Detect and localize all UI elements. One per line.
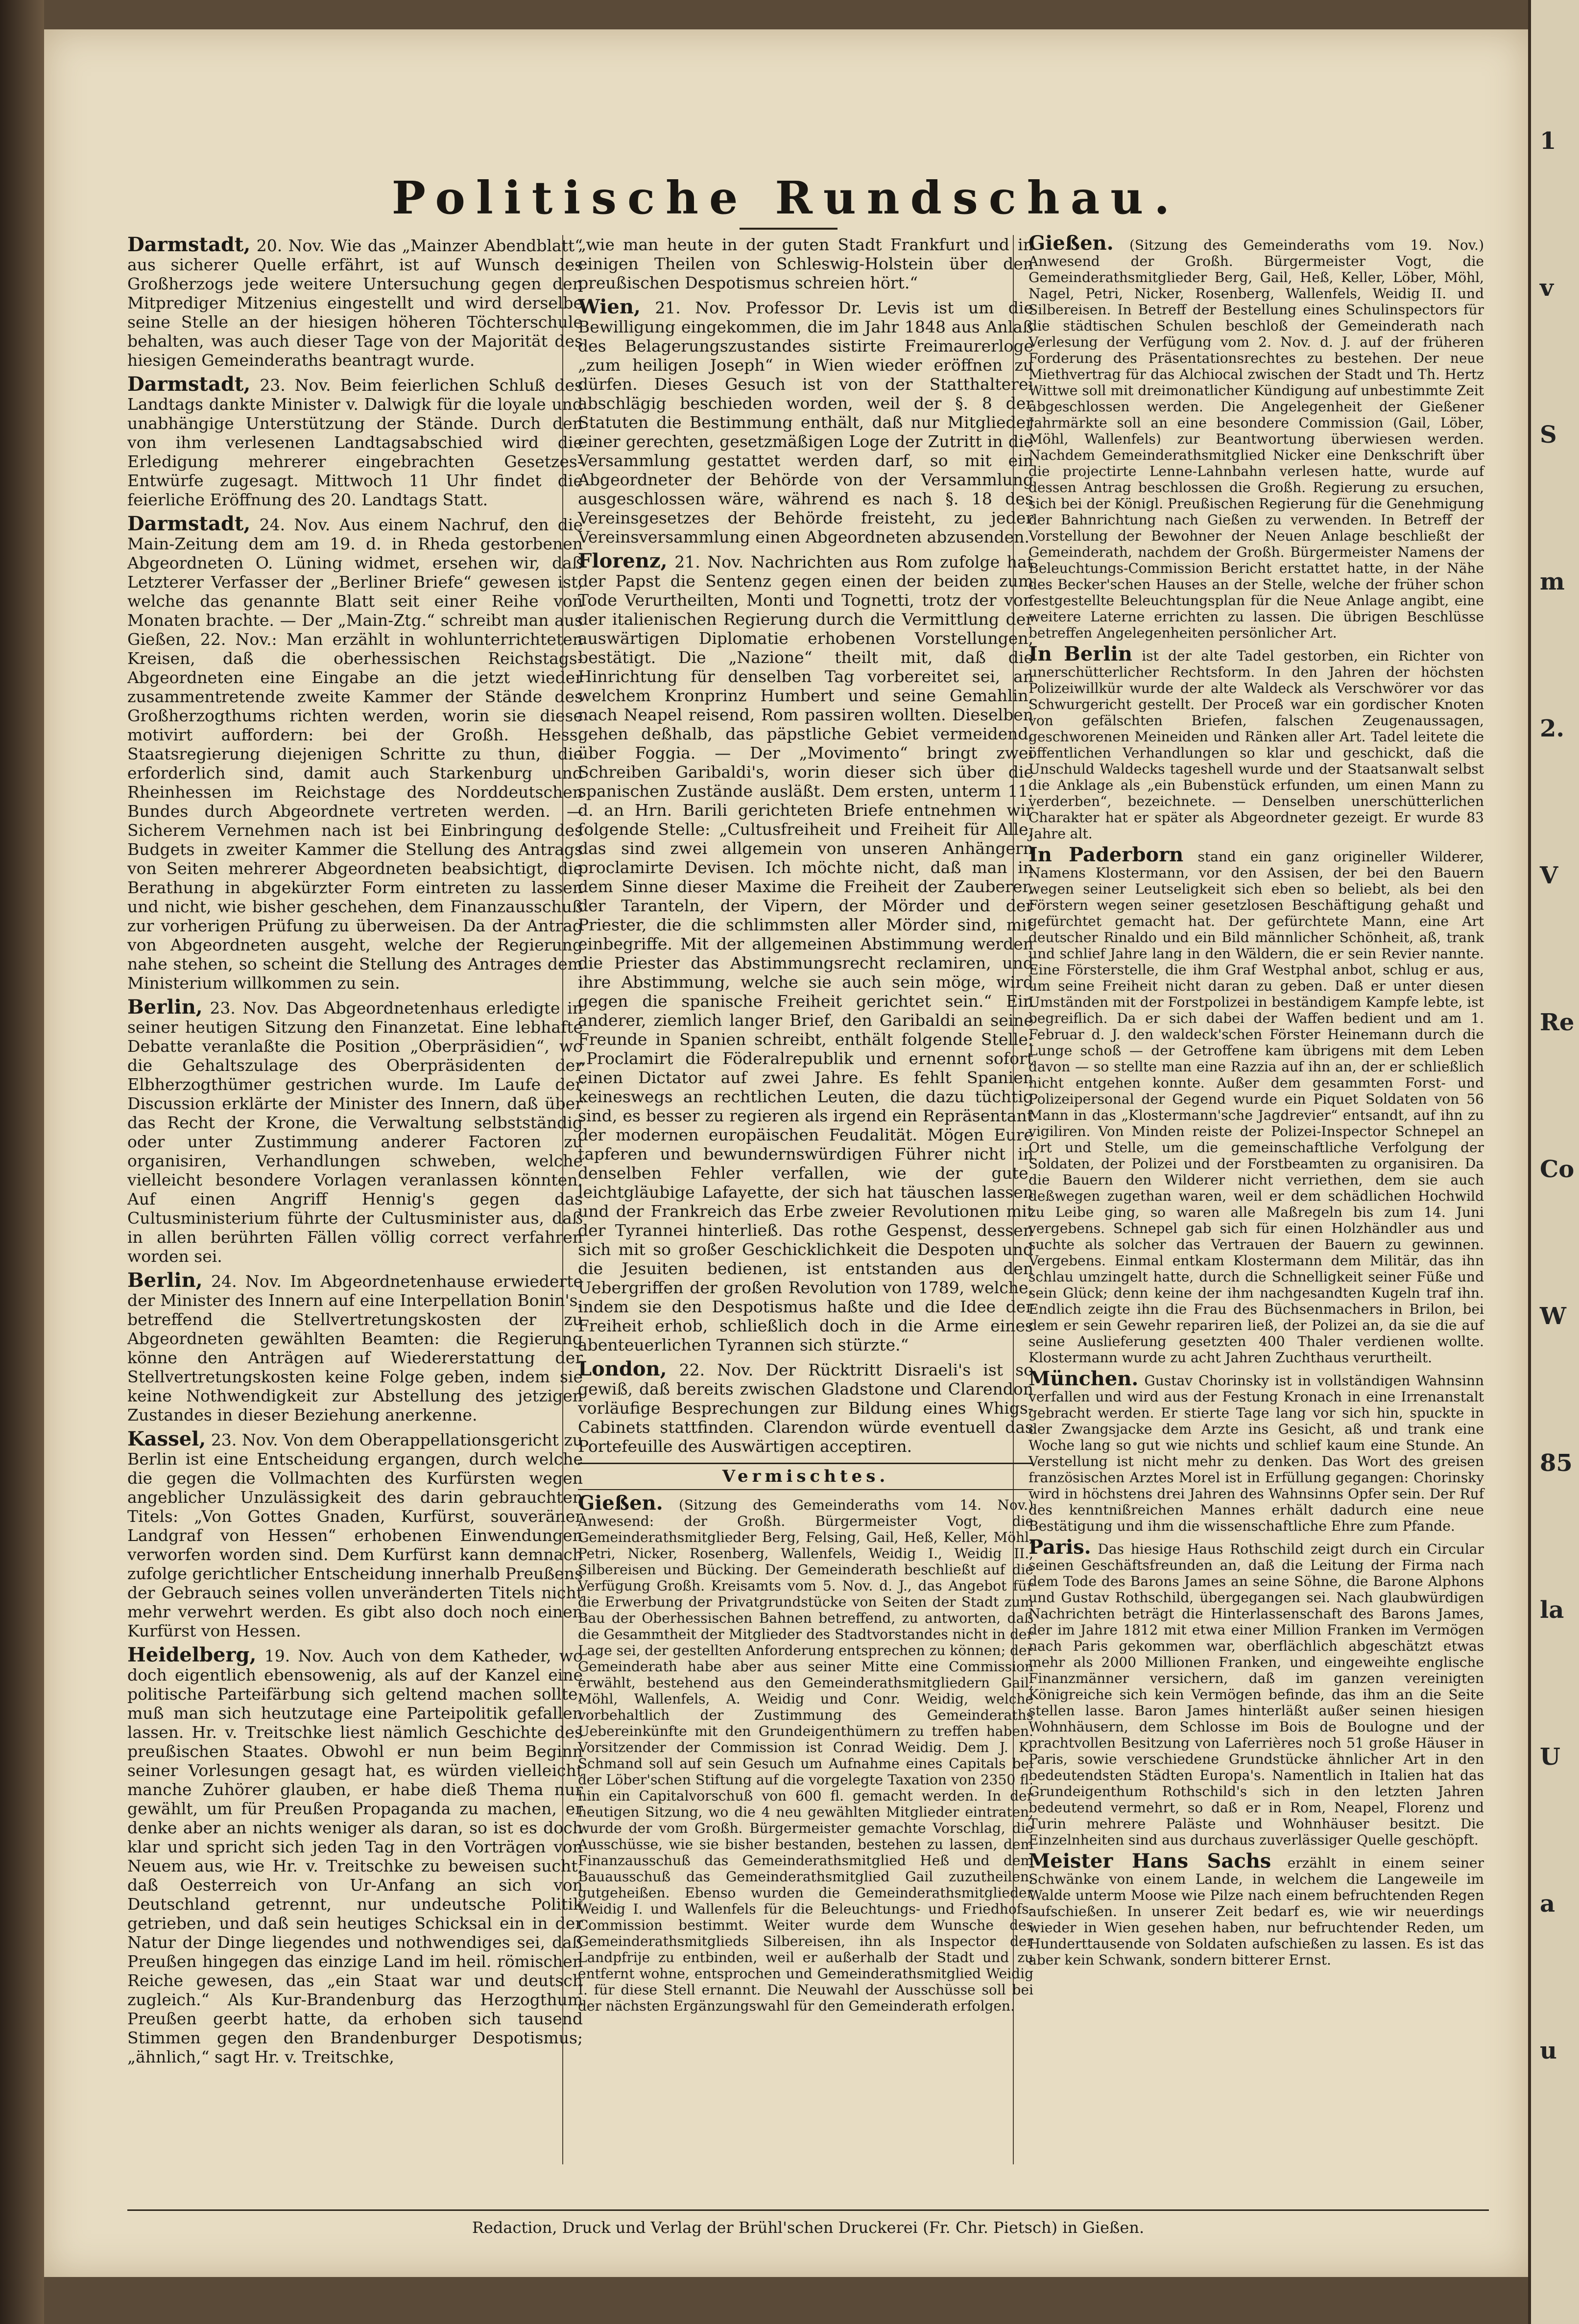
edge-text-fragment: la xyxy=(1540,1596,1564,1624)
article-text: Gustav Chorinsky ist in vollständigen Wahnsinn verfallen und wird aus der Festung Kronach in eine Irrenanstalt gebracht werden. Er stierte Tage lang vor sich hin, spuckte in der Zwangsjacke dem Arzte ins Gesicht, aß und trank eine Woche lang so gut wie nichts und schlief kaum eine Stunde. An Verstellung ist nicht mehr zu denken. Das Wort des greisen französischen Arztes Morel ist in Erfüllung gegangen: Chorinsky wird in höchstens drei Jahren des Wahnsinns Opfer sein. Der Ruf des kenntnißreichen Mannes erhält dadurch eine neue Bestätigung und ihm die wissenschaftliche Ehre zum Pfande. xyxy=(1029,1373,1484,1534)
edge-text-fragment: v xyxy=(1540,274,1554,302)
article-text: 24. Nov. Im Abgeordnetenhause erwiederte der Minister des Innern auf eine Interpellation Bonin's, betreffend die Stellvertretungskosten der zu Abgeordneten gewählten Beamten: die Regierung könne den Anträgen auf Wiedererstattung der Stellvertretungskosten keine Folge geben, indem sie keine Nothwendigkeit zur Abstellung des jetzigen Zustandes in dieser Beziehung anerkenne. xyxy=(127,1272,583,1424)
article-paragraph xyxy=(127,235,583,370)
dateline: Florenz, xyxy=(578,549,668,572)
imprint-footer: Redaction, Druck und Verlag der Brühl'schen Druckerei (Fr. Chr. Pietsch) in Gießen. xyxy=(472,2218,1145,2237)
dateline: Darmstadt, xyxy=(127,512,251,535)
section-heading: Vermischtes. xyxy=(578,1463,1033,1490)
edge-text-fragment: Re xyxy=(1540,1009,1575,1036)
adjacent-page-edge xyxy=(1528,0,1579,2324)
dateline: Heidelberg, xyxy=(127,1643,257,1666)
edge-text-fragment: u xyxy=(1540,2037,1557,2064)
article-paragraph xyxy=(1029,232,1484,641)
edge-text-fragment: m xyxy=(1540,568,1565,595)
article-paragraph xyxy=(1029,1367,1484,1534)
article-text: 19. Nov. Auch von dem Katheder, wo doch eigentlich ebensowenig, als auf der Kanzel eine politische Parteifärbung sich geltend machen sollte, muß man sich heutzutage eine Parteipolitik gefallen lassen. Hr. v. Treitschke liest nämlich Geschichte des preußischen Staates. Obwohl er nun beim Beginn seiner Vorlesungen gesagt hat, es würden vielleicht manche Zuhörer glauben, er habe dieß Thema nur gewählt, um für Preußen Propaganda zu machen, er denke aber an nichts weniger als daran, so ist es doch klar und spricht sich jeden Tag in den Vorträgen von Neuem aus, wie Hr. v. Treitschke zu beweisen sucht, daß Oesterreich von Ur-Anfang an sich von Deutschland getrennt, nur undeutsche Politik getrieben, und daß sein heutiges Schicksal ein in der Natur der Dinge liegendes und nothwendiges sei, daß Preußen hingegen das einzige Land im heil. römischen Reiche gewesen, das „ein Staat war und deutsch zugleich.“ Als Kur-Brandenburg das Herzogthum Preußen geerbt hatte, da erhoben sich tausend Stimmen gegen den Brandenburger Despotismus; „ähnlich,“ sagt Hr. v. Treitschke, xyxy=(127,1646,583,2066)
dateline: Gießen. xyxy=(578,1492,663,1515)
article-text: stand ein ganz origineller Wilderer, Namens Klostermann, vor den Assisen, der bei den Bauern wegen seiner Leutseligkeit sich eben so beliebt, als bei den Förstern wegen seiner gesetzlosen Beschäftigung gehaßt und gefürchtet gemacht hat. Der gefürchtete Mann, eine Art deutscher Rinaldo und ein Bild männlicher Schönheit, aß, trank und schlief Jahre lang in den Wäldern, die er sein Revier nannte. Eine Försterstelle, die ihm Graf Westphal anbot, schlug er aus, um seine Freiheit nicht daran zu geben. Daß er unter diesen Umständen mit der Forstpolizei in beständigem Kampfe lebte, ist begreiflich. Da er sich dabei der Waffen bedient und am 1. Februar d. J. den waldeck'schen Förster Heinemann durch die Lunge schoß — der Getroffene kam übrigens mit dem Leben davon — so stellte man eine Razzia auf ihn an, der er schließlich nicht entgehen konnte. Außer dem gesammten Forst- und Polizeipersonal der Gegend wurde ein Piquet Soldaten von 56 Mann in das „Klostermann'sche Jagdrevier“ entsandt, auf ihn zu vigiliren. Von Minden reiste der Polizei-Inspector Schnepel an Ort und Stelle, um die gemeinschaftliche Verfolgung der Soldaten, der Polizei und der Forstbeamten zu organisiren. Da die Bauern den Wilderer nicht verriethen, dem sie auch deßwegen zugethan waren, weil er dem schädlichen Hochwild zu Leibe ging, so waren alle Maßregeln bis zum 14. Juni vergebens. Schnepel gab sich für einen Holzhändler aus und suchte als solcher das Vertrauen der Bauern zu gewinnen. Vergebens. Einmal entkam Klostermann dem Militär, das ihn schlau umzingelt hatte, durch die Schnelligkeit seiner Füße und sein Glück; denn keine der ihm nachgesandten Kugeln traf ihn. Endlich zeigte ihn die Frau des Büchsenmachers in Brilon, bei dem er sein Gewehr repariren ließ, der Polizei an, da sie die auf seine Auslieferung gesetzten 400 Thaler verdienen wollte. Klostermann wurde zu acht Jahren Zuchthaus verurtheilt. xyxy=(1029,849,1484,1366)
dateline: Darmstadt, xyxy=(127,233,251,256)
edge-text-fragment: V xyxy=(1540,862,1558,889)
edge-text-fragment: Co xyxy=(1540,1156,1575,1183)
title-rule xyxy=(740,228,837,230)
book-spine xyxy=(0,0,44,2324)
footer-rule xyxy=(127,2209,1489,2211)
article-paragraph xyxy=(127,1271,583,1424)
article-paragraph xyxy=(578,551,1033,1354)
newspaper-page xyxy=(44,29,1528,2277)
article-text: 23. Nov. Das Abgeordnetenhaus erledigte in seiner heutigen Sitzung den Finanzetat. Eine lebhafte Debatte veranlaßte die Position „Oberpräsidien“, wo die Gehaltszulage des Oberpräsidenten der Elbherzogthümer gestrichen wurde. Im Laufe der Discussion erklärte der Minister des Innern, daß über das Recht der Krone, die Verwaltung selbstständig oder unter Zustimmung anderer Factoren zu organisiren, Verhandlungen schweben, welche vielleicht besondere Vorlagen veranlassen könnten. Auf einen Angriff Hennig's gegen das Cultusministerium führte der Cultusminister aus, daß in allen berührten Fällen völlig correct verfahren worden sei. xyxy=(127,998,583,1266)
article-paragraph xyxy=(578,1359,1033,1456)
article-text: ist der alte Tadel gestorben, ein Richter von unerschütterlicher Rechtsform. In den Jahren der höchsten Polizeiwillkür wurde der alte Waldeck als Verschwörer vor das Schwurgericht gestellt. Der Proceß war ein gordischer Knoten von gefälschten Briefen, falschen Zeugenaussagen, geschworenen Meineiden und Ränken aller Art. Tadel leitete die öffentlichen Verhandlungen so klar und geschickt, daß die Unschuld Waldecks tageshell wurde und der Staatsanwalt selbst die Anklage als „ein Bubenstück erfunden, um einen Mann zu verderben“, bezeichnete. — Denselben unerschütterlichen Charakter hat er später als Abgeordneter gezeigt. Er wurde 83 Jahre alt. xyxy=(1029,648,1484,842)
article-paragraph xyxy=(127,997,583,1266)
dateline: Berlin, xyxy=(127,1269,203,1292)
article-paragraph xyxy=(127,375,583,509)
edge-text-fragment: W xyxy=(1540,1303,1566,1330)
article-text: erzählt in einem seiner Schwänke von einem Lande, in welchem die Langeweile im Walde unterm Moose wie Pilze nach einem befruchtenden Regen aufschießen. In unserer Zeit bedarf es, wie wir neuerdings wieder in Wien gesehen haben, nur befruchtender Reden, um Hunderttausende von Soldaten aufschießen zu lassen. Es ist das aber kein Schwank, sondern bitterer Ernst. xyxy=(1029,1855,1484,1968)
dateline: London, xyxy=(578,1357,667,1380)
dateline: In Berlin xyxy=(1029,642,1132,665)
dateline: Kassel, xyxy=(127,1427,206,1450)
edge-text-fragment: 85 xyxy=(1540,1449,1573,1477)
dateline: Gießen. xyxy=(1029,232,1114,255)
article-paragraph xyxy=(578,1492,1033,2014)
edge-text-fragment: U xyxy=(1540,1743,1560,1771)
column-1 xyxy=(127,235,583,2071)
article-paragraph xyxy=(127,514,583,993)
article-text: 23. Nov. Von dem Oberappellationsgericht zu Berlin ist eine Entscheidung ergangen, durch welche die gegen die Vollmachten des Kurfürsten wegen angeblicher Unzulässigkeit des darin gebrauchten Titels: „Von Gottes Gnaden, Kurfürst, souveräner Landgraf von Hessen“ erhobenen Einwendungen verworfen worden sind. Dem Kurfürst kann demnach zufolge gerichtlicher Entscheidung innerhalb Preußens der Gebrauch seines vollen unveränderten Titels nicht mehr verwehrt werden. Es gibt also doch noch einen Kurfürst von Hessen. xyxy=(127,1430,583,1640)
edge-text-fragment: 2. xyxy=(1540,715,1565,742)
article-paragraph xyxy=(578,297,1033,546)
article-text: 23. Nov. Beim feierlichen Schluß des Landtags dankte Minister v. Dalwigk für die loyale und unabhängige Unterstützung der Stände. Durch den von ihm verlesenen Landtagsabschied wird die Erledigung mehrerer eingebrachten Gesetzes-Entwürfe zugesagt. Mittwoch 11 Uhr findet die feierliche Eröffnung des 20. Landtags Statt. xyxy=(127,376,583,509)
dateline: Wien, xyxy=(578,295,641,318)
article-text: Das hiesige Haus Rothschild zeigt durch ein Circular seinen Geschäftsfreunden an, daß die Leitung der Firma nach dem Tode des Barons James an seine Söhne, die Barone Alphons und Gustav Rothschild, übergegangen sei. Nach glaubwürdigen Nachrichten beträgt die Hinterlassenschaft des Barons James, der im Jahre 1812 mit etwa einer Million Franken im Vermögen nach Paris gekommen war, oberflächlich abgeschätzt etwas mehr als 2000 Millionen Franken, und eingeweihte englische Finanzmänner versichern, daß im ganzen vereinigten Königreiche sich kein Vermögen befinde, das ihm an die Seite stellen lasse. Baron James hinterläßt außer seinen hiesigen Wohnhäusern, dem Schlosse im Bois de Boulogne und der prachtvollen Besitzung von Laferrières noch 51 große Häuser in Paris, sowie verschiedene Grundstücke ähnlicher Art in den bedeutendsten Städten Europa's. Namentlich in Italien hat das Grundeigenthum Rothschild's sich in den letzten Jahren bedeutend vermehrt, so daß er in Rom, Neapel, Florenz und Turin mehrere Paläste und Wohnhäuser besitzt. Die Einzelnheiten sind aus durchaus zuverlässiger Quelle geschöpft. xyxy=(1029,1541,1484,1848)
article-paragraph xyxy=(1029,1536,1484,1848)
article-paragraph xyxy=(127,1429,583,1640)
dateline: Paris. xyxy=(1029,1536,1091,1559)
edge-text-fragment: 1 xyxy=(1540,127,1556,155)
edge-text-fragment: S xyxy=(1540,421,1557,449)
edge-text-fragment: a xyxy=(1540,1890,1555,1918)
dateline: München. xyxy=(1029,1367,1139,1390)
column-3 xyxy=(1029,232,1484,1973)
dateline: Berlin, xyxy=(127,996,203,1019)
article-text: „wie man heute in der guten Stadt Frankfurt und in einigen Theilen von Schleswig-Holstein über den preußischen Despotismus schreien hört.“ xyxy=(578,235,1033,292)
article-text: 20. Nov. Wie das „Mainzer Abendblatt“ aus sicherer Quelle erfährt, ist auf Wunsch des Großherzogs jede weitere Untersuchung gegen den Mitprediger Mitzenius eingestellt und wird derselbe seine Stelle an der hiesigen höheren Töchterschule behalten, was auch dieser Tage von der Majorität des hiesigen Gemeinderaths beantragt wurde. xyxy=(127,236,583,370)
column-2 xyxy=(578,235,1033,2019)
article-text: (Sitzung des Gemeinderaths vom 19. Nov.) Anwesend der Großh. Bürgermeister Vogt, die Gemeinderathsmitglieder Berg, Gail, Heß, Keller, Löber, Möhl, Nagel, Petri, Nicker, Rosenberg, Wallenfels, Weidig II. und Silbereisen. In Betreff der Bestellung eines Schulinspectors für die städtischen Schulen beschloß der Gemeinderath nach Verlesung der Verfügung vom 2. Nov. d. J. auf der früheren Forderung des Präsentationsrechtes zu bestehen. Der neue Miethvertrag für das Alchiocal zwischen der Stadt und Th. Hertz Wittwe soll mit dreimonatlicher Kündigung auf unbestimmte Zeit abgeschlossen werden. Die Angelegenheit der Gießener Jahrmärkte soll an eine besondere Commission (Gail, Löber, Möhl, Wallenfels) zur Beantwortung überwiesen werden. Nachdem Gemeinderathsmitglied Nicker eine Denkschrift über die projectirte Lenne-Lahnbahn verlesen hatte, wurde auf dessen Antrag beschlossen die Großh. Regierung zu ersuchen, sich bei der Königl. Preußischen Regierung für die Genehmigung der Bahnrichtung nach Gießen zu verwenden. In Betreff der Vorstellung der Bewohner der Neuen Anlage beschließt der Gemeinderath, nachdem der Großh. Bürgermeister Namens der Beleuchtungs-Commission Bericht erstattet hatte, in der Nähe des Becker'schen Hauses an der Stelle, welche der früher schon festgestellte Beleuchtungsplan für die Neue Anlage angibt, eine weitere Laterne errichten zu lassen. Die übrigen Beschlüsse betreffen Angelegenheiten persönlicher Art. xyxy=(1029,237,1484,641)
article-paragraph xyxy=(1029,1850,1484,1968)
article-text: 24. Nov. Aus einem Nachruf, den die Main-Zeitung dem am 19. d. in Rheda gestorbenen Abgeordneten O. Lüning widmet, ersehen wir, daß Letzterer Verfasser der „Berliner Briefe“ gewesen ist, welche das genannte Blatt seit einer Reihe von Monaten brachte. — Der „Main-Ztg.“ schreibt man aus Gießen, 22. Nov.: Man erzählt in wohlunterrichteten Kreisen, daß die oberhessischen Reichstags-Abgeordneten eine Eingabe an die jetzt wieder zusammentretende zweite Kammer der Stände des Großherzogthums richten werden, worin sie diese motivirt auffordern: bei der Großh. Hess. Staatsregierung diejenigen Schritte zu thun, die erforderlich sind, damit auch Starkenburg und Rheinhessen im Reichstage des Norddeutschen Bundes durch Abgeordnete vertreten werden. — Sicherem Vernehmen nach ist bei Einbringung des Budgets in zweiter Kammer die Stellung des Antrags von Seiten mehrerer Abgeordneten beabsichtigt, die Berathung in abgekürzter Form eintreten zu lassen und nicht, wie bisher geschehen, dem Finanzausschuß zur vorherigen Prüfung zu überweisen. Da der Antrag von Abgeordneten ausgeht, welche der Regierung nahe stehen, so scheint die Stellung des Antrages dem Ministerium willkommen zu sein. xyxy=(127,515,583,993)
article-paragraph xyxy=(1029,843,1484,1366)
page-title: Politische Rundschau. xyxy=(391,171,1181,224)
article-paragraph xyxy=(1029,642,1484,842)
article-text: 21. Nov. Nachrichten aus Rom zufolge hat der Papst die Sentenz gegen einen der beiden zum Tode Verurtheilten, Monti und Tognetti, trotz der von der italienischen Regierung durch die Vermittlung der auswärtigen Diplomatie erhobenen Vorstellungen, bestätigt. Die „Nazione“ theilt mit, daß die Hinrichtung für denselben Tag vorbereitet sei, an welchem Kronprinz Humbert und seine Gemahlin, nach Neapel reisend, Rom passiren wollten. Dieselben gehen deßhalb, das päpstliche Gebiet vermeidend, über Foggia. — Der „Movimento“ bringt zwei Schreiben Garibaldi's, worin dieser sich über die spanischen Zustände ausläßt. Dem ersten, unterm 11. d. an Hrn. Barili gerichteten Briefe entnehmen wir folgende Stelle: „Cultusfreiheit und Freiheit für Alle, das sind zwei allgemein von unseren Anhängern proclamirte Devisen. Ich möchte nicht, daß man in dem Sinne dieser Maxime die Freiheit der Zauberer, der Taranteln, der Vipern, der Mörder und der Priester, die die schlimmsten aller Mörder sind, mit einbegriffe. Mit der allgemeinen Abstimmung werden die Priester das Abstimmungsrecht reclamiren, und ihre Abstimmung, welche sie auch sein möge, wird gegen die spanische Freiheit gerichtet sein.“ Ein anderer, ziemlich langer Brief, den Garibaldi an seine Freunde in Spanien schreibt, enthält folgende Stelle: „Proclamirt die Föderalrepublik und ernennt sofort einen Dictator auf zwei Jahre. Es fehlt Spanien keineswegs an rechtlichen Leuten, die dazu tüchtig sind, es besser zu regieren als irgend ein Repräsentant der modernen europäischen Feudalität. Mögen Eure tapferen und bewundernswürdigen Führer nicht in denselben Fehler verfallen, wie der gute, leichtgläubige Lafayette, der sich hat täuschen lassen und der Frankreich das Erbe zweier Revolutionen mit der Tyrannei hinterließ. Das rothe Gespenst, dessen sich mit so großer Geschicklichkeit die Despoten und die Jesuiten bedienen, ist entstanden aus den Uebergriffen der großen Revolution von 1789, welche, indem sie den Despotismus haßte und die Idee der Freiheit erhob, schließlich doch in die Arme eines abenteuerlichen Tyrannen sich stürzte.“ xyxy=(578,552,1033,1354)
dateline: Darmstadt, xyxy=(127,373,251,396)
dateline: In Paderborn xyxy=(1029,843,1184,866)
dateline: Meister Hans Sachs xyxy=(1029,1850,1271,1873)
article-text: (Sitzung des Gemeinderaths vom 14. Nov.) Anwesend: der Großh. Bürgermeister Vogt, die Gemeinderathsmitglieder Berg, Felsing, Gail, Heß, Keller, Möhl, Petri, Nicker, Rosenberg, Wallenfels, Weidig I., Weidig II., Silbereisen und Bücking. Der Gemeinderath beschließt auf die Verfügung Großh. Kreisamts vom 5. Nov. d. J., das Angebot für die Erwerbung der Privatgrundstücke von Seiten der Stadt zum Bau der Oberhessischen Bahnen betreffend, zu antworten, daß die Gesammtheit der Mitglieder des Stadtvorstandes nicht in der Lage sei, der gestellten Anforderung entsprechen zu können; der Gemeinderath habe aber aus seiner Mitte eine Commission erwählt, bestehend aus den Gemeinderathsmitgliedern Gail, Möhl, Wallenfels, A. Weidig und Conr. Weidig, welche vorbehaltlich der Zustimmung des Gemeinderaths Uebereinkünfte mit den Grundeigenthümern zu treffen haben. Vorsitzender der Commission ist Conrad Weidig. Dem J. K. Schmand soll auf sein Gesuch um Aufnahme eines Capitals bei der Löber'schen Stiftung auf die vorgelegte Taxation von 2350 fl. hin ein Capitalvorschuß von 600 fl. gemacht werden. In der heutigen Sitzung, wo die 4 neu gewählten Mitglieder eintraten, wurde der vom Großh. Bürgermeister gemachte Vorschlag, die Ausschüsse, wie sie bisher bestanden, bestehen zu lassen, dem Finanzausschuß das Gemeinderathsmitglied Heß und dem Bauausschuß das Gemeinderathsmitglied Gail zuzutheilen, gutgeheißen. Ebenso wurden die Gemeinderathsmitglieder Weidig I. und Wallenfels für die Beleuchtungs- und Friedhofs-Commission bestimmt. Weiter wurde dem Wunsche des Gemeinderathsmitglieds Silbereisen, ihn als Inspector der Landpfrije zu entbinden, weil er außerhalb der Stadt und zu entfernt wohne, entsprochen und Gemeinderathsmitglied Weidig I. für diese Stell ernannt. Die Neuwahl der Ausschüsse soll bei der nächsten Ergänzungswahl für den Gemeinderath erfolgen. xyxy=(578,1497,1033,2014)
article-paragraph xyxy=(127,1645,583,2066)
article-text: 22. Nov. Der Rücktritt Disraeli's ist so gewiß, daß bereits zwischen Gladstone und Clarendon vorläufige Besprechungen zur Bildung eines Whigs-Cabinets stattfinden. Clarendon würde eventuell das Portefeuille des Auswärtigen acceptiren. xyxy=(578,1360,1033,1456)
article-paragraph xyxy=(578,235,1033,292)
article-text: 21. Nov. Professor Dr. Levis ist um die Bewilligung eingekommen, die im Jahr 1848 aus Anlaß des Belagerungszustandes sistirte Freimaurerloge „zum heiligen Joseph“ in Wien wieder eröffnen zu dürfen. Dieses Gesuch ist von der Statthalterei abschlägig beschieden worden, weil der §. 8 der Statuten die Bestimmung enthält, daß nur Mitglieder einer gerechten, gesetzmäßigen Loge der Zutritt in die Versammlung gestattet werden darf, so mit ein Abgeordneter der Behörde von der Versammlung ausgeschlossen wäre, während es nach §. 18 des Vereinsgesetzes der Behörde freisteht, zu jeder Vereinsversammlung einen Abgeordneten abzusenden. xyxy=(578,298,1033,546)
